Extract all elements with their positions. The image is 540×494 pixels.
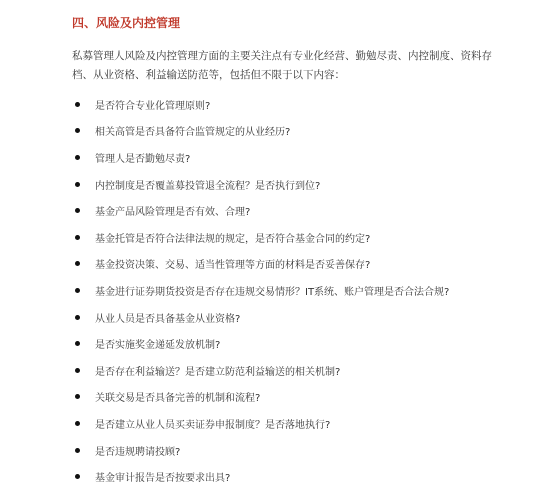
bullet-icon [75,288,80,293]
checklist-item-text: 基金进行证券期货投资是否存在违规交易情形？IT系统、账户管理是否合法合规? [95,286,450,298]
checklist-item-text: 基金审计报告是否按要求出具? [95,473,231,485]
bullet-icon [75,341,80,346]
checklist-item-text: 基金产品风险管理是否有效、合理? [95,207,251,219]
bullet-icon [75,182,80,187]
checklist-item [72,410,522,437]
bullet-icon [75,261,80,266]
checklist-item [72,118,522,145]
checklist-item [72,144,522,171]
checklist-item-text: 相关高管是否具备符合监管规定的从业经历? [95,127,291,139]
checklist-item [72,277,522,304]
bullet-icon [75,448,80,453]
checklist-item [72,197,522,224]
checklist-item-text: 基金托管是否符合法律法规的规定，是否符合基金合同的约定? [95,233,371,245]
checklist-item [72,171,522,198]
bullet-icon [75,474,80,479]
checklist-item [72,463,522,490]
checklist-item-text: 管理人是否勤勉尽责? [95,153,191,165]
checklist-item [72,224,522,251]
checklist-item-text: 是否符合专业化管理原则? [95,100,211,112]
checklist-item [72,304,522,331]
checklist-item-text: 从业人员是否具备基金从业资格? [95,313,241,325]
checklist-item-text: 是否建立从业人员买卖证券申报制度？是否落地执行? [95,419,331,431]
checklist-item-text: 关联交易是否具备完善的机制和流程? [95,393,261,405]
bullet-icon [75,421,80,426]
section-title: 四、风险及内控管理 [72,16,181,30]
bullet-icon [75,235,80,240]
bullet-icon [75,102,80,107]
checklist-item-text: 是否实施奖金递延发放机制? [95,340,221,352]
bullet-icon [75,315,80,320]
bullet-icon [75,155,80,160]
checklist-item [72,384,522,411]
checklist-item [72,91,522,118]
checklist-item-text: 内控制度是否覆盖募投管退全流程？是否执行到位? [95,180,321,192]
bullet-icon [75,208,80,213]
bullet-icon [75,128,80,133]
checklist-item [72,330,522,357]
bullet-icon [75,368,80,373]
bullet-icon [75,394,80,399]
checklist-item [72,357,522,384]
intro-paragraph: 私募管理人风险及内控管理方面的主要关注点有专业化经营、勤勉尽责、内控制度、资料存档、从业资格、利益输送防范等，包括但不限于以下内容： [72,50,492,81]
checklist-item-text: 基金投资决策、交易、适当性管理等方面的材料是否妥善保存? [95,260,371,272]
checklist-item-text: 是否存在利益输送？是否建立防范利益输送的相关机制? [95,366,341,378]
checklist-item [72,437,522,464]
checklist-item [72,251,522,278]
checklist [72,91,522,490]
checklist-item-text: 是否违规聘请投顾? [95,446,181,458]
